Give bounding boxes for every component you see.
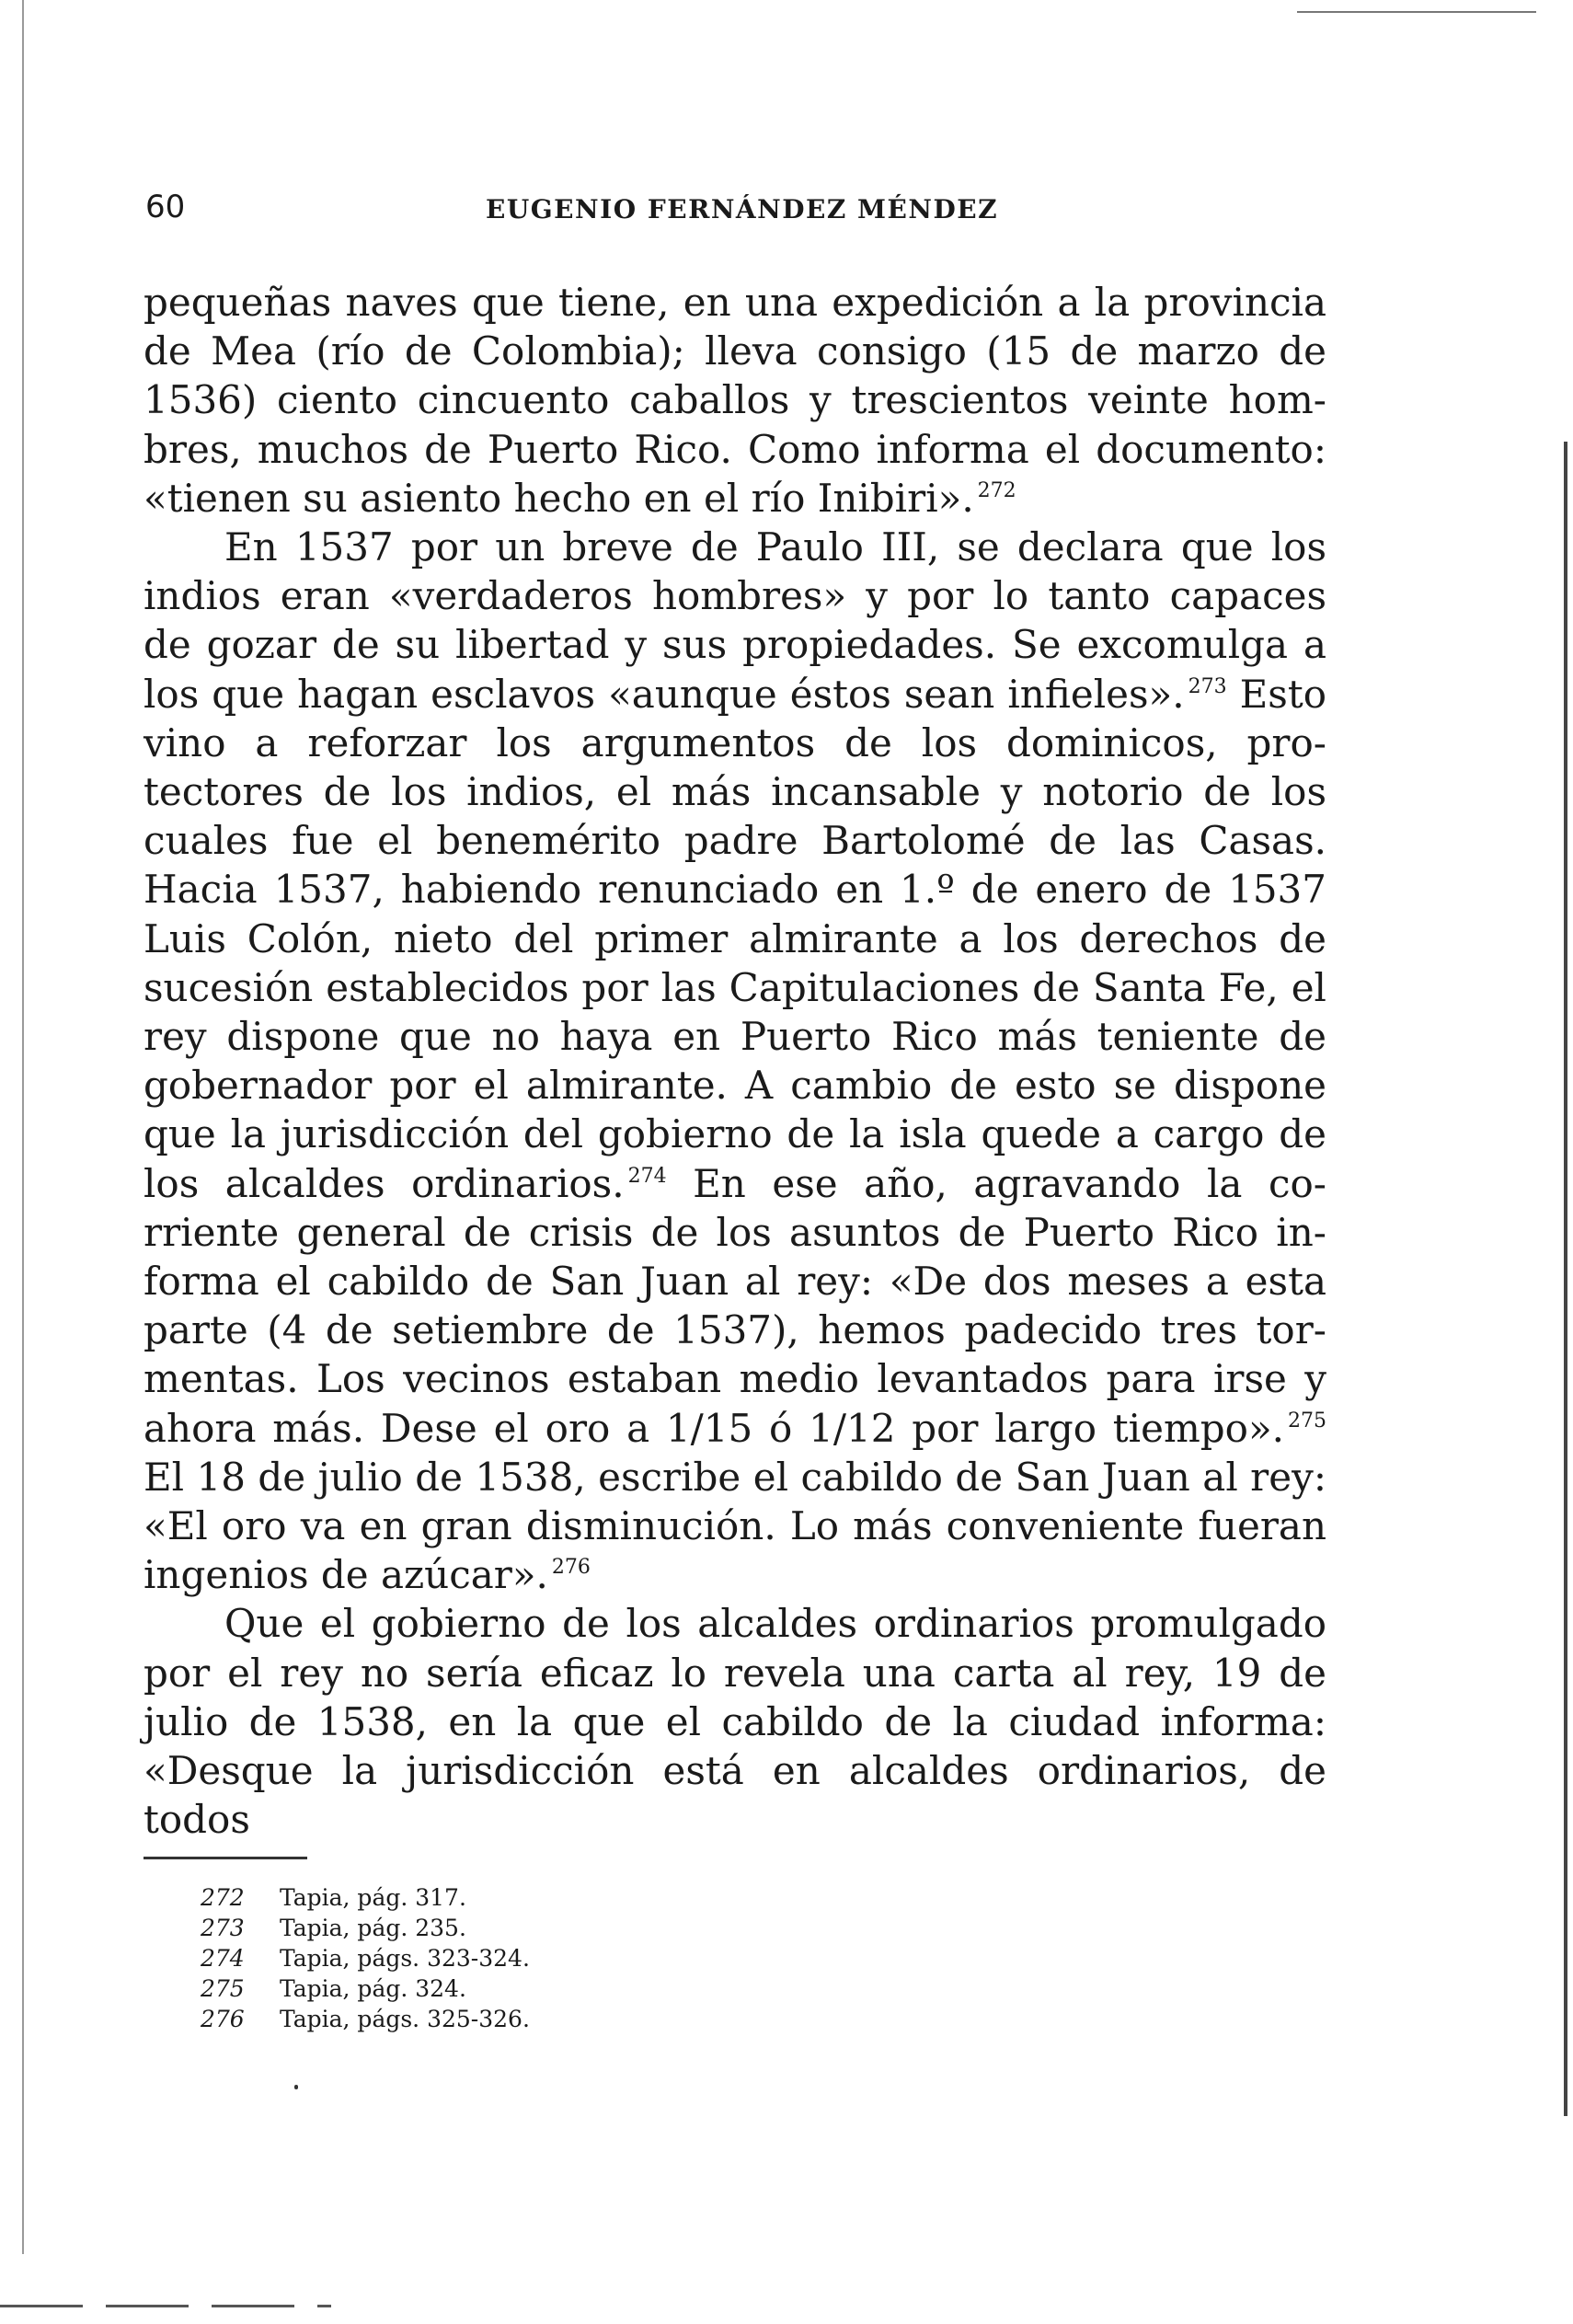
footnote-ref-275: 275: [1288, 1409, 1326, 1432]
footnote-ref-274: 274: [627, 1164, 667, 1188]
paragraph-2: [144, 523, 1326, 1599]
scan-edge-left: [22, 0, 24, 2254]
footnote-275: [201, 1973, 844, 2004]
footnote-273: [201, 1913, 844, 1943]
scan-edge-right: [1564, 442, 1567, 2116]
body-text: [144, 278, 1326, 1845]
paragraph-2-text-b: Esto vino a reforzar los argumentos de los dominicos, protectores de los indios, el más incansable y notorio de los cuales fue el benemérito padre Bartolomé de las Casas. Hacia 1537, habiendo renunciado en 1.º de enero de 1537 Luis Colón, nieto del primer almirante a los derechos de sucesión establecidos por las Capitulaciones de Santa Fe, el rey dispone que no haya en Puerto Rico más teniente de gobernador por el almirante. A cambio de esto se dispone que la jurisdicción del gobierno de la isla quede a cargo de los alcaldes ordinarios.: [144, 671, 1326, 1206]
footnote-276: [201, 2004, 844, 2034]
footnote-text: Tapia, págs. 325-326.: [280, 2006, 530, 2032]
paragraph-1-text: pequeñas naves que tiene, en una expedición a la provincia de Mea (río de Colombia); lleva consigo (15 de marzo de 1536) ciento cincuento caballos y trescientos veinte hombres, muchos de Puerto Rico. Como informa el documento: «tienen su asiento hecho en el río Inibiri».: [144, 280, 1326, 521]
running-head: EUGENIO FERNÁNDEZ MÉNDEZ: [486, 194, 999, 224]
footnote-number: 273: [201, 1915, 245, 1941]
scan-edge-top: [1297, 11, 1536, 13]
footnote-text: Tapia, pág. 324.: [280, 1975, 466, 2002]
footnote-number: 274: [201, 1945, 245, 1972]
page-number: 60: [145, 189, 186, 225]
scan-speck: [294, 2085, 298, 2089]
paragraph-3: [144, 1599, 1326, 1844]
page-header: [145, 189, 1323, 235]
paragraph-2-text-c: En ese año, agravando la corriente general de crisis de los asuntos de Puerto Rico informa el cabildo de San Juan al rey: «De dos meses a esta parte (4 de setiembre de 1537), hemos padecido tres tormentas. Los vecinos estaban medio levantados para irse y ahora más. Dese el oro a 1/15 ó 1/12 por largo tiempo».: [144, 1160, 1326, 1451]
footnote-ref-272: 272: [977, 478, 1016, 502]
footnote-text: Tapia, pág. 235.: [280, 1915, 466, 1941]
paragraph-2-text-a: En 1537 por un breve de Paulo III, se declara que los indios eran «verdaderos hombres» y por lo tanto capaces de gozar de su libertad y sus propiedades. Se excomulga a los que hagan esclavos «aunque éstos sean infieles».: [144, 524, 1326, 717]
paragraph-3-text: Que el gobierno de los alcaldes ordinarios promulgado por el rey no sería eficaz lo revela una carta al rey, 19 de julio de 1538, en la que el cabildo de la ciudad informa: «Desque la jurisdicción está en alcaldes ordinarios, de todos: [144, 1601, 1326, 1843]
footnote-divider: [144, 1857, 307, 1859]
footnote-274: [201, 1943, 844, 1973]
footnote-number: 275: [201, 1975, 245, 2002]
footnote-number: 276: [201, 2006, 245, 2032]
footnotes: [201, 1882, 844, 2034]
footnote-text: Tapia, pág. 317.: [280, 1884, 466, 1911]
paragraph-1: [144, 278, 1326, 523]
footnote-ref-276: 276: [551, 1556, 591, 1580]
scan-edge-bottom: [0, 2305, 331, 2307]
footnote-text: Tapia, págs. 323-324.: [280, 1945, 530, 1972]
footnote-number: 272: [201, 1884, 245, 1911]
footnote-ref-273: 273: [1188, 674, 1227, 698]
paragraph-2-text-d: El 18 de julio de 1538, escribe el cabildo de San Juan al rey: «El oro va en gran disminución. Lo más conveniente fueran ingenios de azúcar».: [144, 1454, 1326, 1598]
footnote-272: [201, 1882, 844, 1913]
